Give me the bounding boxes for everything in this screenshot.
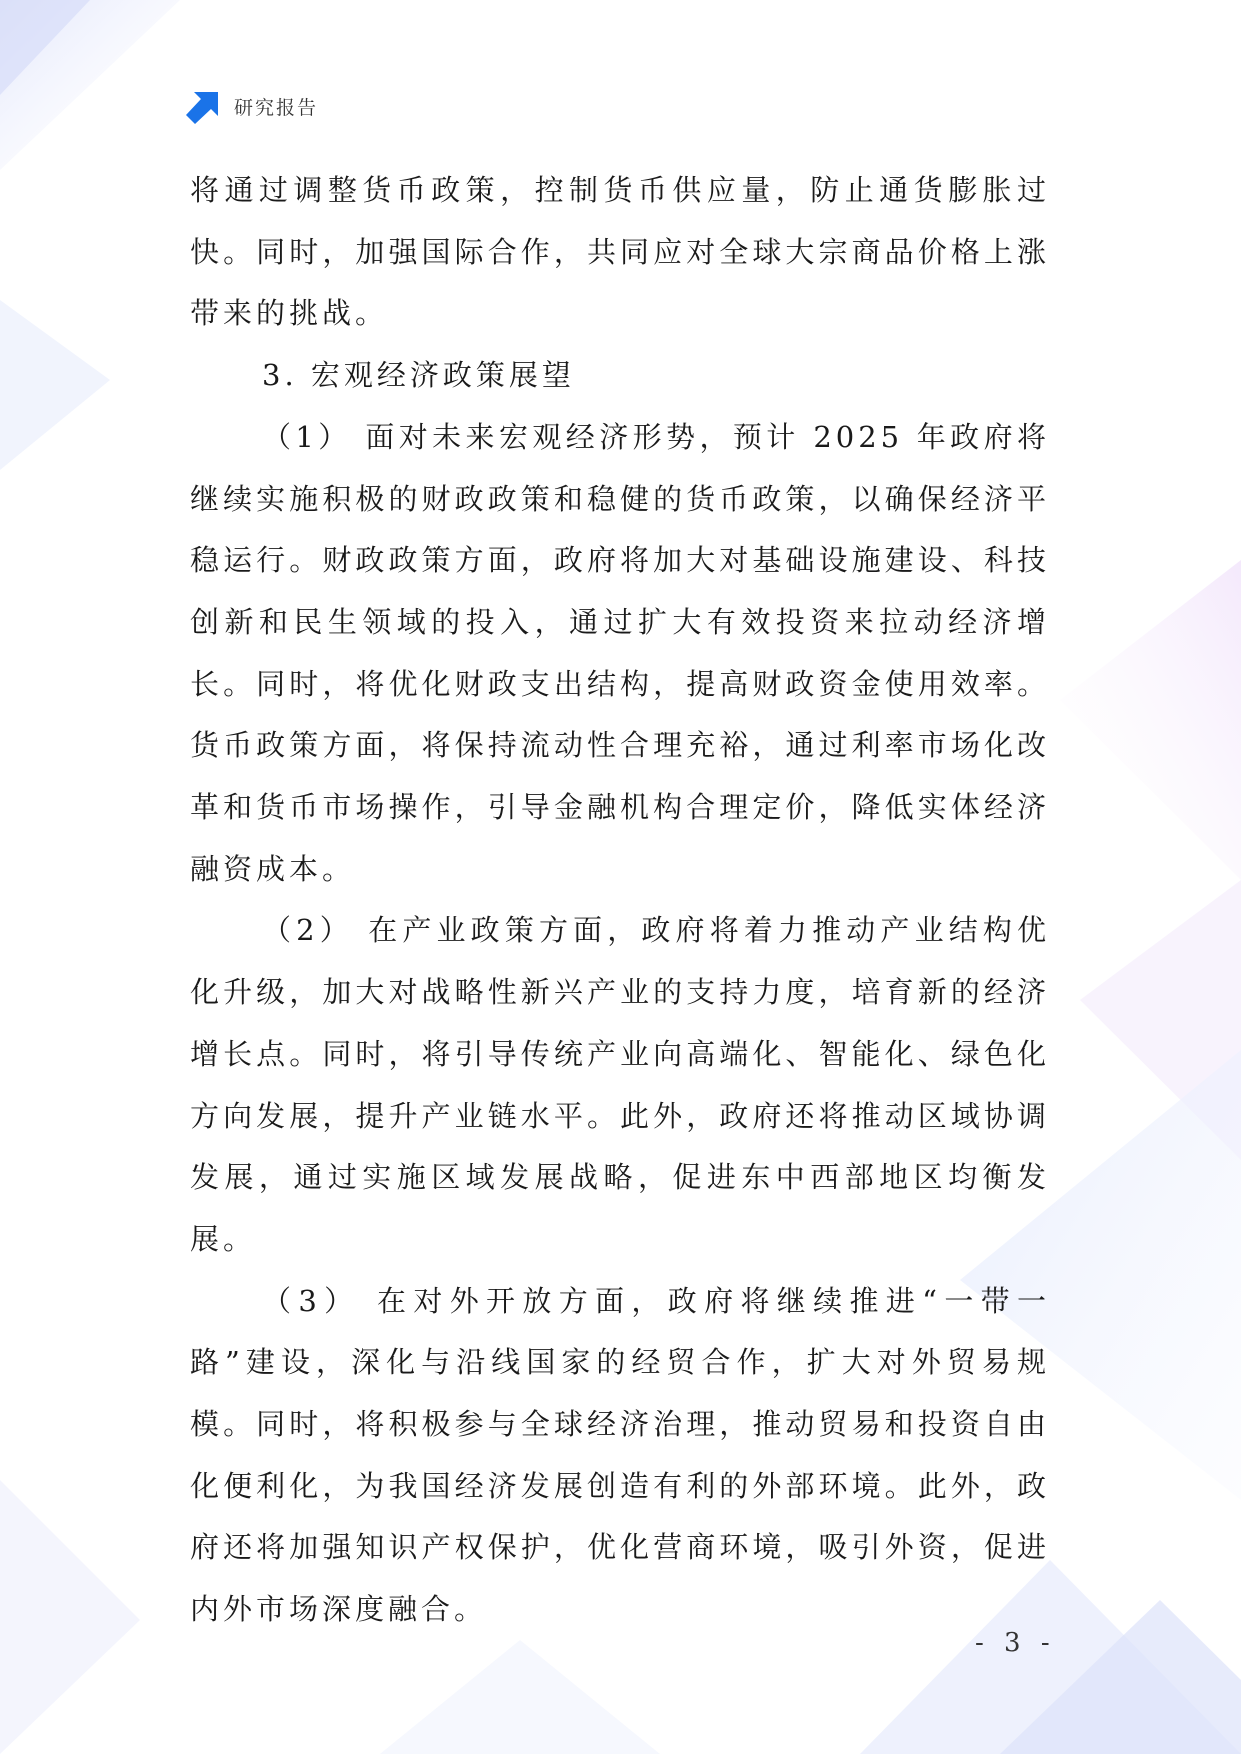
paragraph-continuation: 将通过调整货币政策，控制货币供应量，防止通货膨胀过快。同时，加强国际合作，共同应对全球大宗商品价格上涨带来的挑战。 (190, 173, 1050, 331)
page-number: - 3 - (975, 1628, 1056, 1658)
brand-label: 研究报告 (234, 96, 319, 119)
document-body (190, 160, 1050, 1641)
paragraph-1: （1） 面对未来宏观经济形势，预计 2025 年政府将继续实施积极的财政政策和稳健的货币政策，以确保经济平稳运行。财政政策方面，政府将加大对基础设施建设、科技创新和民生领域的投入，通过扩大有效投资来拉动经济增长。同时，将优化财政支出结构，提高财政资金使用效率。货币政策方面，将保持流动性合理充裕，通过利率市场化改革和货币市场操作，引导金融机构合理定价，降低实体经济融资成本。 (190, 419, 1050, 886)
arrow-up-right-icon (186, 88, 222, 124)
section-heading: 3. 宏观经济政策展望 (262, 358, 575, 393)
paragraph-3: （3） 在对外开放方面，政府将继续推进“一带一路”建设，深化与沿线国家的经贸合作，扩大对外贸易规模。同时，将积极参与全球经济治理，推动贸易和投资自由化便利化，为我国经济发展创造有利的外部环境。此外，政府还将加强知识产权保护，优化营商环境，吸引外资，促进内外市场深度融合。 (190, 1283, 1050, 1627)
paragraph-2: （2） 在产业政策方面，政府将着力推动产业结构优化升级，加大对战略性新兴产业的支持力度，培育新的经济增长点。同时，将引导传统产业向高端化、智能化、绿色化方向发展，提升产业链水平。此外，政府还将推动区域协调发展，通过实施区域发展战略，促进东中西部地区均衡发展。 (190, 913, 1050, 1256)
report-header (186, 88, 318, 124)
